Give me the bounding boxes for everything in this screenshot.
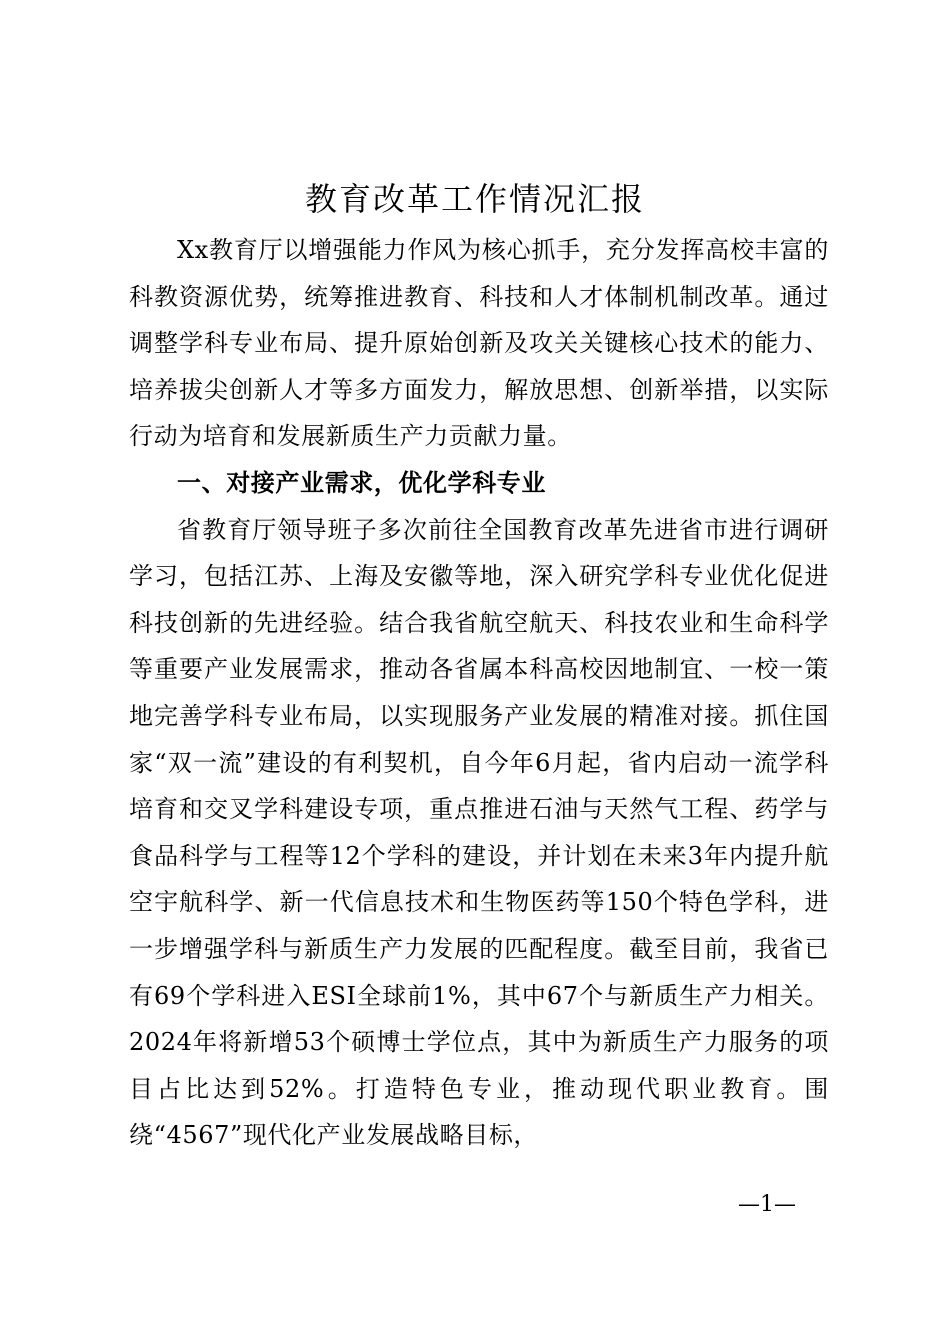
document-body [129, 227, 829, 1159]
document-title: 教育改革工作情况汇报 [304, 180, 645, 218]
intro-paragraph: Xx教育厅以增强能力作风为核心抓手，充分发挥高校丰富的科教资源优势，统筹推进教育、科技和人才体制机制改革。通过调整学科专业布局、提升原始创新及攻关关键核心技术的能力、培养拔尖创新人才等多方面发力，解放思想、创新举措，以实际行动为培育和发展新质生产力贡献力量。 [129, 236, 829, 451]
section-heading-1: 一、对接产业需求，优化学科专业 [177, 468, 546, 497]
page-number: —1— [738, 1192, 796, 1217]
section-1-paragraph: 省教育厅领导班子多次前往全国教育改革先进省市进行调研学习，包括江苏、上海及安徽等地，深入研究学科专业优化促进科技创新的先进经验。结合我省航空航天、科技农业和生命科学等重要产业发展需求，推动各省属本科高校因地制宜、一校一策地完善学科专业布局，以实现服务产业发展的精准对接。抓住国家“双一流”建设的有利契机，自今年6月起，省内启动一流学科培育和交叉学科建设专项，重点推进石油与天然气工程、药学与食品科学与工程等12个学科的建设，并计划在未来3年内提升航空宇航科学、新一代信息技术和生物医药等150个特色学科，进一步增强学科与新质生产力发展的匹配程度。截至目前，我省已有69个学科进入ESI全球前1%，其中67个与新质生产力相关。2024年将新增53个硕博士学位点，其中为新质生产力服务的项目占比达到52%。打造特色专业，推动现代职业教育。围绕“4567”现代化产业发展战略目标， [129, 515, 829, 1150]
